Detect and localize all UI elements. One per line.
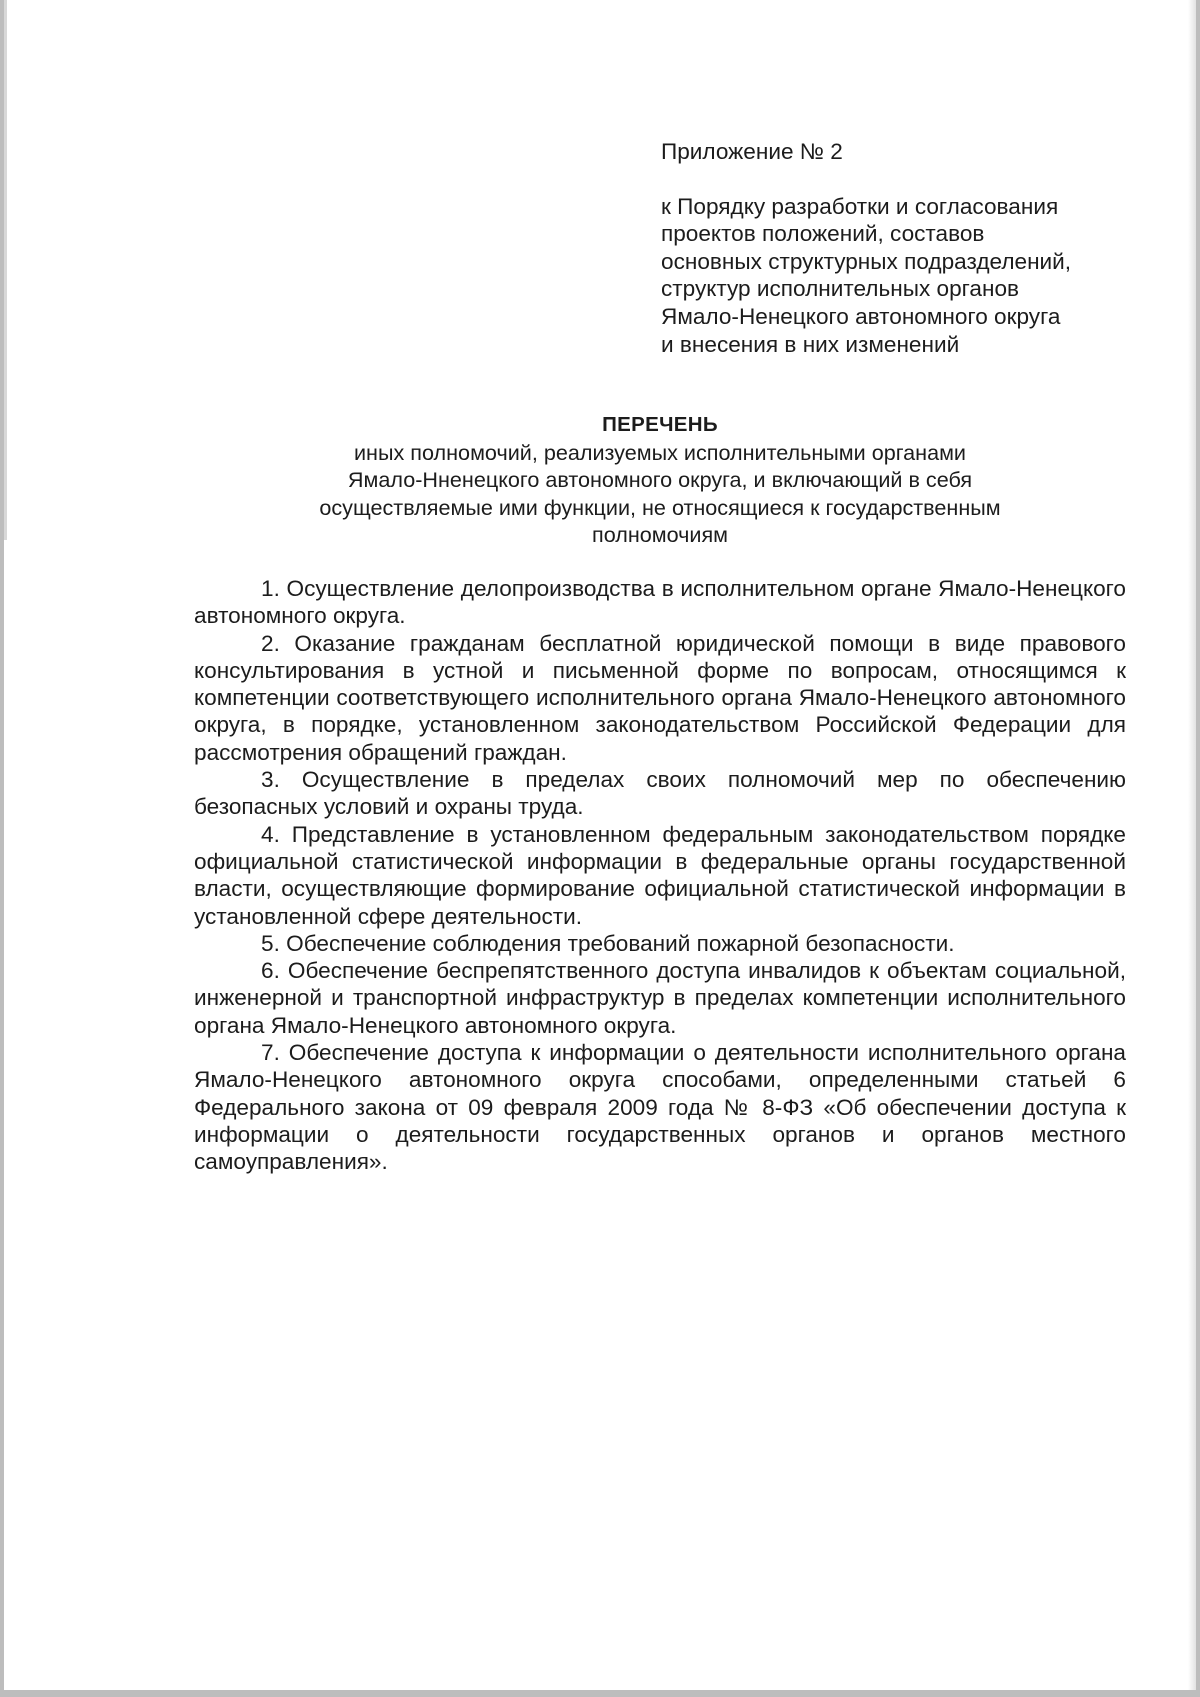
list-item-2: 2. Оказание гражданам бесплатной юридической помощи в виде правового консультирования в устной и письменной форме по вопросам, относящимся к компетенции соответствующего исполнительного органа Ямало-Ненецкого автономного округа, в порядке, установленном законодательством Российской Федерации для рассмотрения обращений граждан.: [194, 630, 1126, 765]
appendix-line: проектов положений, составов: [661, 221, 985, 247]
appendix-block: [661, 138, 1141, 358]
appendix-line: основных структурных подразделений,: [661, 248, 1072, 274]
list-item-1: 1. Осуществление делопроизводства в исполнительном органе Ямало-Ненецкого автономного округа.: [194, 576, 1126, 629]
heading-subtitle-line: иных полномочий, реализуемых исполнительными органами: [354, 439, 966, 465]
heading-subtitle-line: полномочиям: [592, 522, 728, 548]
list-item-3: 3. Осуществление в пределах своих полномочий мер по обеспечению безопасных условий и охраны труда.: [194, 767, 1126, 820]
document-title: ПЕРЕЧЕНЬ: [602, 413, 718, 436]
scan-edge-left: [4, 0, 7, 540]
heading-subtitle-line: осуществляемые ими функции, не относящиеся к государственным: [319, 494, 1001, 520]
heading-subtitle-line: Ямало-Нненецкого автономного округа, и включающий в себя: [347, 467, 973, 493]
appendix-line: к Порядку разработки и согласования: [661, 193, 1059, 219]
document-body: [194, 575, 1126, 1176]
appendix-title: Приложение № 2: [661, 139, 843, 164]
list-item-4: 4. Представление в установленном федеральным законодательством порядке официальной статистической информации в федеральные органы государственной власти, осуществляющие формирование официальной статистической информации в установленной сфере деятельности.: [194, 821, 1126, 929]
list-item-5: 5. Обеспечение соблюдения требований пожарной безопасности.: [261, 930, 955, 956]
appendix-line: и внесения в них изменений: [661, 331, 960, 357]
document-heading: [194, 411, 1126, 549]
appendix-line: Ямало-Ненецкого автономного округа: [661, 303, 1061, 329]
appendix-line: структур исполнительных органов: [661, 276, 1020, 302]
document-page: [4, 0, 1196, 1690]
scan-edge-right: [1188, 0, 1196, 1690]
list-item-7: 7. Обеспечение доступа к информации о деятельности исполнительного органа Ямало-Ненецкого автономного округа способами, определенными статьей 6 Федерального закона от 09 февраля 2009 года № 8-ФЗ «Об обеспечении доступа к информации о деятельности государственных органов и органов местного самоуправления».: [194, 1040, 1126, 1175]
list-item-6: 6. Обеспечение беспрепятственного доступа инвалидов к объектам социальной, инженерной и транспортной инфраструктур в пределах компетенции исполнительного органа Ямало-Ненецкого автономного округа.: [194, 958, 1126, 1038]
